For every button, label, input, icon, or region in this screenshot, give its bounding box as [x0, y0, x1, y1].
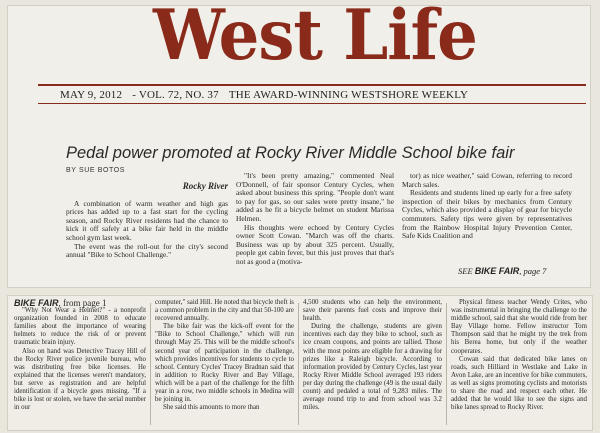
paragraph: The event was the roll-out for the city's second annual "Bike to School Challenge.": [66, 241, 228, 260]
masthead-rule: [38, 84, 586, 86]
continuation-column-3: [303, 299, 442, 412]
paragraph: "It's been pretty amazing," commented Neal O'Donnell, of fair sponsor Century Cycles, when asked about business this spring. "People don't want to pay for gas, so our sales were pretty insane," he added as he fit a bicycle helmet on student Marissa Helmen.: [236, 171, 394, 223]
tagline: THE AWARD-WINNING WESTSHORE WEEKLY: [228, 89, 469, 101]
paragraph: "Why Not Wear a Helmet?" - a nonprofit organization founded in 2008 to educate families about the importance of wearing helmets to reduce the risk of or prevent traumatic brain injury.: [14, 307, 146, 347]
paragraph: During the challenge, students are given incentives each day they bike to school, such as ice cream coupons, and points are tallied. Those with the most points are eligible for a drawing for prizes like a Raleigh bicycle. According to information provided by Century Cycles, last year Rocky River Middle School averaged 193 riders per day during the challenge (49 is the usual daily count) and pedaled a total of 9,283 miles. The average round trip to and from school was 3.2 miles.: [303, 323, 442, 412]
paragraph: A combination of warm weather and high gas prices has added up to a fast start for the cycling season, and Rocky River residents had the chance to kick it off safely at a bike fair held in the middle school gym last week.: [66, 198, 228, 242]
paragraph: His thoughts were echoed by Century Cycles owner Scott Cowan. "March was off the charts. Business was up by about 325 percent. Usually, people get cabin fever, but this just proves that that's not as good a (motiva-: [236, 222, 394, 266]
paragraph: She said this amounts to more than: [163, 404, 260, 412]
article-column-1: [66, 182, 228, 260]
continuation-column-1: [14, 299, 146, 412]
column-divider: [446, 303, 447, 425]
continuation-heading: [14, 299, 146, 307]
article-headline: Pedal power promoted at Rocky River Middle School bike fair: [66, 144, 515, 162]
article-dateline: Rocky River: [182, 181, 228, 191]
issue-date: MAY 9, 2012: [60, 89, 123, 101]
article-column-3: [402, 172, 572, 241]
jump-see: SEE: [458, 266, 473, 276]
paragraph: tor) as nice weather," said Cowan, referring to record March sales.: [402, 171, 572, 189]
masthead-rule-lower: [38, 103, 586, 104]
continuation-from-page: , from page 1: [58, 298, 107, 308]
front-page-clipping: [8, 0, 590, 287]
masthead-title: West Life: [153, 0, 477, 77]
masthead-dateline: [60, 89, 478, 101]
continuation-column-4: [451, 299, 587, 412]
article-column-2: [236, 172, 394, 267]
paragraph: Cowan said that dedicated bike lanes on roads, such Hilliard in Westlake and Lake in Avon Lake, are an incentive for bike commuters, as well as signs promoting cyclists and motorists to share the road and respect each other. He added that he would like to see the signs and bike lanes spread to Rocky River.: [451, 355, 587, 412]
paragraph: The bike fair was the kick-off event for the "Bike to School Challenge," which will run through May 25. This will be the middle school's second year of participation in the challenge, which provides incentives for students to cycle to school. Century Cycles' Tracey Bradnan said that in addition to Rocky River and Bay Village, which will be a part of the challenge for the fifth year in a row, two middle schools in Medina will be joining in.: [155, 323, 294, 404]
column-divider: [298, 303, 299, 425]
paragraph: Residents and students lined up early for a free safety inspection of their bikes by mechanics from Century Cycles, which also provided a display of gear for bicycle commuters. Safety tips were given by representatives from the Rainbow Hospital Injury Prevention Center, Safe Kids Coalition and: [402, 188, 572, 241]
continuation-column-2: [155, 299, 294, 412]
column-divider: [150, 303, 151, 425]
paragraph: 4,500 students who can help the environment, save their parents fuel costs and improve their health.: [303, 299, 442, 323]
paragraph: computer," said Hill. He noted that bicycle theft is a common problem in the city and that 50-100 are recovered annually.: [155, 299, 294, 323]
paragraph: Physical fitness teacher Wendy Crites, who was instrumental in bringing the challenge to the middle school, said that she would ride from her Bay Village home. Fellow instructor Tom Thompson said that he might try the trek from his Berea home, but only if the weather cooperates.: [451, 299, 587, 355]
jump-line: [458, 266, 546, 276]
continuation-label: BIKE FAIR: [14, 298, 59, 308]
jump-page: , page 7: [519, 266, 547, 276]
jump-label: BIKE FAIR: [474, 266, 520, 276]
masthead: [8, 0, 590, 102]
paragraph: Also on hand was Detective Tracey Hill of the Rocky River police juvenile bureau, who was distributing free bike licenses. He explained that the licenses weren't mandatory, but serve as registration and are helpful identification if a bicycle goes missing. "If a bike is lost or stolen, we have the serial number in our: [14, 347, 146, 412]
article-byline: BY SUE BOTOS: [66, 167, 126, 174]
issue-volume: - VOL. 72, NO. 37: [132, 89, 219, 101]
